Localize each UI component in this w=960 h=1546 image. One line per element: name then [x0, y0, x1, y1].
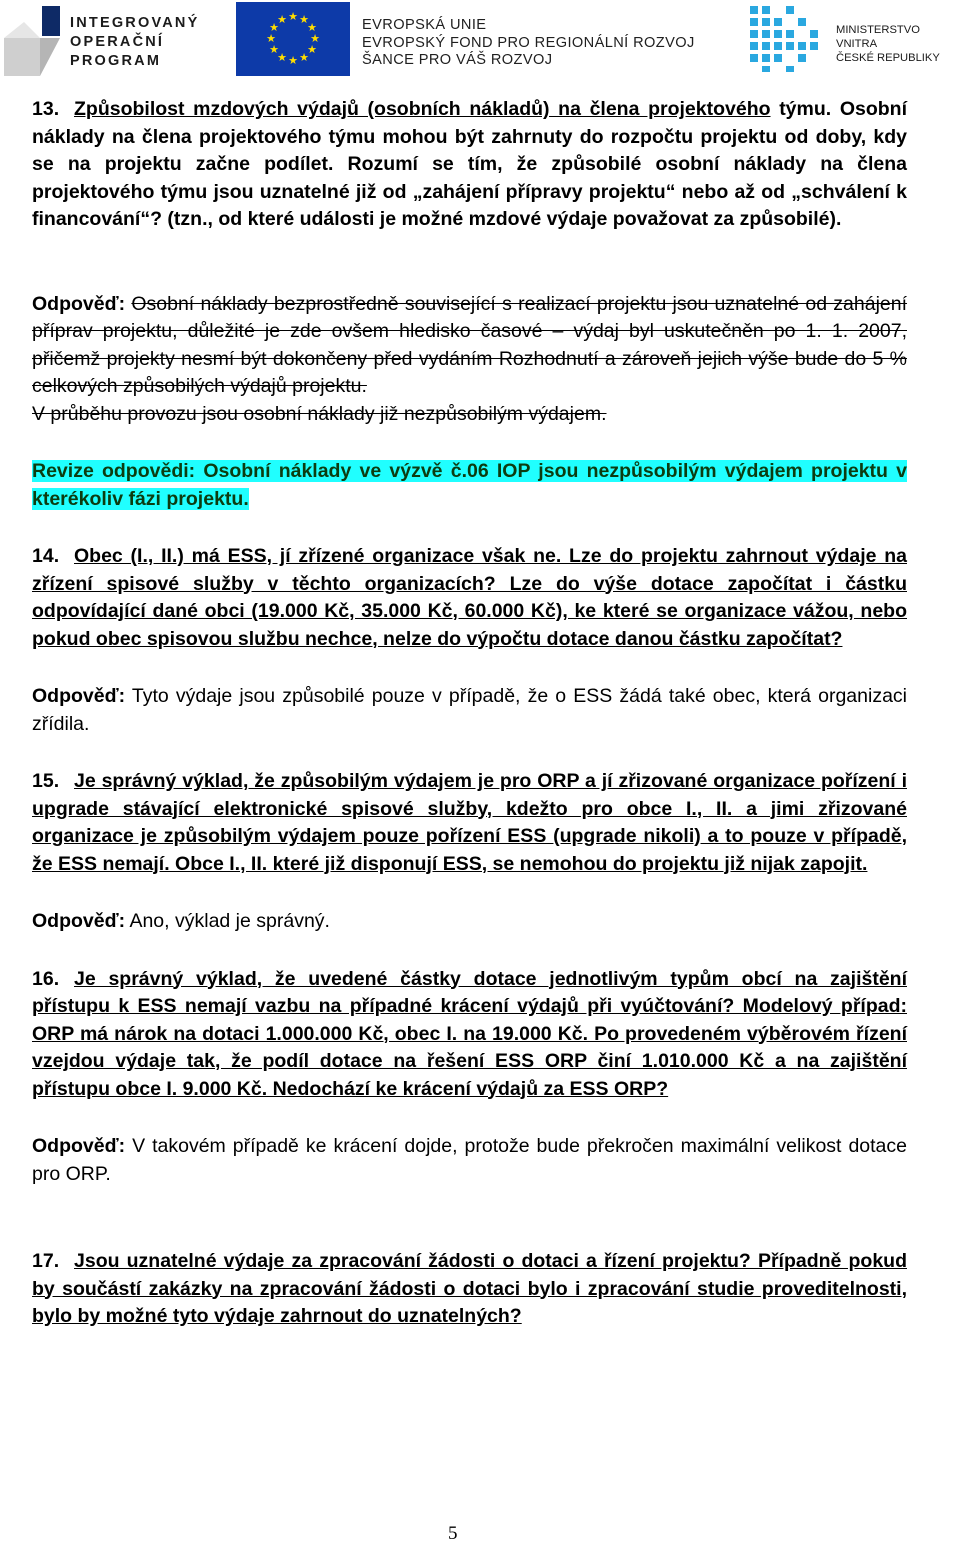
question-16-number: 16.: [32, 967, 60, 990]
eu-stars-icon: [236, 2, 350, 76]
answer-16-text: V takovém případě ke krácení dojde, protože bude překročen maximální velikost dotace pro ORP.: [32, 1135, 907, 1185]
question-15: [32, 768, 907, 878]
answer-14-label: Odpověď:: [32, 685, 126, 707]
page-number: 5: [448, 1523, 458, 1544]
svg-text:★: ★: [277, 13, 287, 26]
svg-text:★: ★: [307, 21, 317, 34]
answer-13-revision: [32, 458, 907, 513]
svg-text:★: ★: [307, 43, 317, 56]
iop-logo: [4, 2, 204, 76]
question-13-text: týmu. Osobní náklady na člena projektového týmu mohou být zahrnuty do rozpočtu projektu od doby, kdy se na projektu začne podílet. Rozumí se tím, že způsobilé osobní náklady na člena projektového týmu jsou uznatelné již od „zahájení přípravy projektu“ nebo až od „schválení k financování“? (tzn., od které události je možné mzdové výdaje považovat za způsobilé).: [32, 98, 908, 230]
question-14-text: Obec (I., II.) má ESS, jí zřízené organizace však ne. Lze do projektu zahrnout výdaje na zřízení spisové služby v těchto organizacích? Lze do výše dotace započítat i částku odpovídající dané obci (19.000 Kč, 35.000 Kč, 60.000 Kč), ke které se organizace vážou, nebo pokud obec spisovou službu nechce, nelze do výpočtu dotace danou částku započítat?: [32, 545, 907, 650]
answer-15: [32, 908, 907, 936]
question-13: [32, 96, 907, 234]
iop-line-3: PROGRAM: [70, 53, 162, 69]
ministry-logo-text: [836, 23, 960, 65]
svg-text:★: ★: [269, 43, 279, 56]
question-13-title: Způsobilost mzdových výdajů (osobních nákladů) na člena projektového: [74, 98, 771, 120]
svg-text:★: ★: [299, 51, 309, 64]
question-13-number: 13.: [32, 98, 60, 120]
document-body: [32, 96, 907, 1331]
answer-14-text: Tyto výdaje jsou způsobilé pouze v případě, že o ESS žádá také obec, která organizaci zřídila.: [32, 685, 907, 735]
question-16-text: Je správný výklad, že uvedené částky dotace jednotlivým typům obcí na zajištění přístupu k ESS nemají vazbu na případné krácení výdajů při vyúčtování? Modelový případ: ORP má nárok na dotaci 1.000.000 Kč, obec I. na 19.000 Kč. Po provedeném výběrovém řízení vzejdou výdaje tak, že podíl dotace na řešení ESS ORP činí 1.010.000 Kč a na zajištění přístupu obce I. 9.000 Kč. Nedochází ke krácení výdajů za ESS ORP?: [32, 967, 907, 1100]
question-16: [32, 966, 907, 1104]
svg-text:★: ★: [310, 32, 320, 45]
svg-text:★: ★: [299, 13, 309, 26]
page-header: [0, 0, 960, 80]
svg-text:★: ★: [277, 51, 287, 64]
question-17: [32, 1248, 907, 1331]
revision-highlight: Revize odpovědi: Osobní náklady ve výzvě č.06 IOP jsou nezpůsobilým výdajem projektu v kterékoliv fázi projektu.: [32, 460, 907, 510]
answer-13-label: Odpověď:: [32, 292, 126, 315]
svg-text:★: ★: [269, 21, 279, 34]
answer-13-struck-text: Osobní náklady bezprostředně související s realizací projektu jsou uznatelné od zahájení příprav projektu, důležité je zde ovšem hledisko časové – výdaj byl uskutečněn po 1. 1. 2007, přičemž projekty nesmí být dokončeny před vydáním Rozhodnutí a zároveň jejich výše bude do 5 % celkových způsobilých výdajů projektu.: [32, 292, 908, 397]
answer-13-extra: [32, 401, 907, 429]
question-14: [32, 543, 907, 653]
svg-text:★: ★: [266, 32, 276, 45]
ministry-line-1: MINISTERSTVO VNITRA: [836, 24, 920, 50]
answer-13-struck-text-2: V průběhu provozu jsou osobní náklady již nezpůsobilým výdajem.: [32, 402, 607, 425]
answer-15-text: Ano, výklad je správný.: [129, 910, 330, 932]
eu-flag-logo: [236, 2, 350, 76]
question-17-number: 17.: [32, 1250, 60, 1272]
question-15-number: 15.: [32, 770, 60, 792]
iop-line-2: OPERAČNÍ: [70, 34, 165, 50]
iop-mark-icon: [4, 2, 60, 76]
answer-14: [32, 683, 907, 738]
iop-line-1: INTEGROVANÝ: [70, 15, 200, 31]
answer-16-label: Odpověď:: [32, 1135, 126, 1157]
eu-logo-text: [362, 17, 695, 70]
eu-line-3: ŠANCE PRO VÁŠ ROZVOJ: [362, 52, 553, 68]
svg-text:★: ★: [288, 54, 298, 67]
answer-16: [32, 1133, 907, 1188]
question-15-text: Je správný výklad, že způsobilým výdajem je pro ORP a jí zřizované organizace pořízení i upgrade stávající elektronické spisové služby, kdežto pro obce I., II. a jimi zřizované organizace je způsobilým výdajem pouze pořízení ESS (upgrade nikoli) a to pouze v případě, že ESS nemají. Obce I., II. které již disponují ESS, se nemohou do projektu již nijak zapojit.: [32, 770, 907, 875]
iop-logo-text: [70, 14, 199, 71]
eu-line-2: EVROPSKÝ FOND PRO REGIONÁLNÍ ROZVOJ: [362, 34, 695, 51]
ministry-line-2: ČESKÉ REPUBLIKY: [836, 52, 940, 64]
question-17-text: Jsou uznatelné výdaje za zpracování žádosti o dotaci a řízení projektu? Případně pokud by součástí zakázky na zpracování žádosti o dotaci bylo i zpracování studie proveditelnosti, bylo by možné tyto výdaje zahrnout do uznatelných?: [32, 1250, 907, 1327]
question-14-number: 14.: [32, 545, 60, 567]
answer-13: [32, 291, 907, 401]
eu-line-1: EVROPSKÁ UNIE: [362, 17, 487, 33]
svg-text:★: ★: [288, 10, 298, 23]
ministry-logo-icon: [746, 4, 826, 74]
answer-15-label: Odpověď:: [32, 910, 126, 932]
